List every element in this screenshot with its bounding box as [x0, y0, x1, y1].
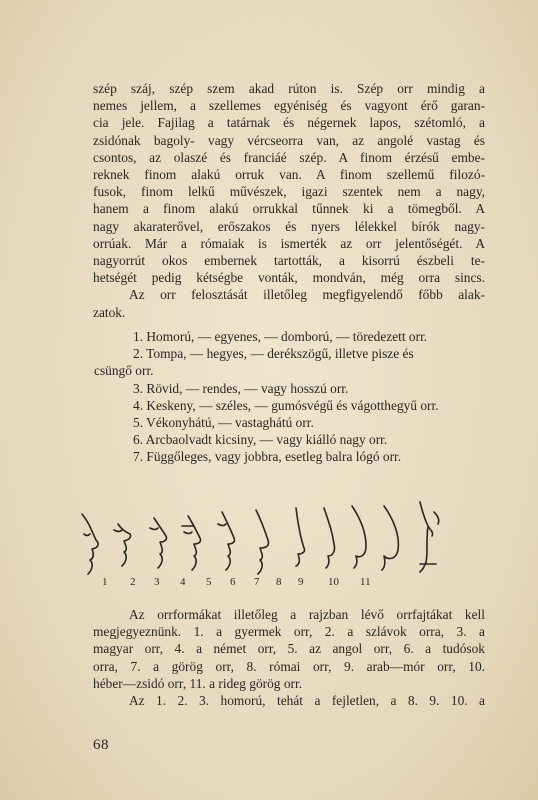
text-line: Az orr felosztását illetőleg megfigyelendő főbb alak-: [129, 287, 485, 303]
text-line: megjegyeznünk. 1. a gyermek orr, 2. a szlávok orra, 3. a: [93, 624, 485, 640]
figure-label: 3: [154, 576, 160, 588]
text-line: zsidónak bagoly- vagy vércseorra van, az angolé vastag és: [93, 132, 485, 148]
nose-profile-drawing: [182, 516, 201, 570]
nose-profile-drawing: [82, 514, 98, 574]
text-line: héber—zsidó orr, 11. a rideg görög orr.: [93, 675, 303, 691]
text-line: orra, 7. a görög orr, 8. római orr, 9. arab—mór orr, 10.: [93, 658, 485, 674]
text-line: zatok.: [93, 304, 126, 320]
list-item: 4. Keskeny, — széles, — gumósvégű és vágotthegyű orr.: [133, 397, 439, 413]
body-text-bottom: [93, 606, 485, 709]
text-line: hetségét pedig kétségbe vonták, mondván, még orra sincs.: [93, 270, 485, 286]
nose-profile-drawing: [256, 510, 269, 574]
nose-profile-drawing: [352, 506, 366, 568]
body-text-top: [93, 80, 485, 321]
text-line: Az orrformákat illetőleg a rajzban lévő orrfajtákat kell: [129, 607, 485, 622]
figure-label: 4: [180, 576, 186, 588]
figure-label: 11: [360, 576, 371, 588]
list-item: 5. Vékonyhátú, — vastaghátú orr.: [133, 415, 314, 431]
nose-profile-drawing: [382, 506, 398, 570]
nose-profile-drawing: [420, 502, 439, 572]
figure-label: 5: [206, 576, 212, 588]
text-line: cia jele. Fajilag a tatárnak és négernek lapos, szétomló, a: [93, 115, 485, 131]
list-item: 2. Tompa, — hegyes, — derékszögű, illetve pisze és: [133, 346, 414, 362]
page-number: 68: [93, 737, 109, 753]
text-line: nagy akaraterővel, erőszakos és nyers lélekkel bírók nagy-: [93, 218, 485, 234]
nose-profile-drawing: [218, 512, 235, 570]
nose-profile-drawing: [296, 508, 305, 566]
list-item: 7. Függőleges, vagy jobbra, esetleg balra lógó orr.: [133, 449, 402, 465]
figure-label: 6: [230, 576, 236, 588]
text-line: reknek finom alakú orruk van. A finom szellemű filozó-: [93, 167, 485, 183]
list-item-continuation: csüngő orr.: [94, 363, 154, 379]
figure-label: 1: [102, 576, 108, 588]
figure-label: 2: [130, 576, 136, 588]
nose-shape-list: [94, 328, 485, 466]
nose-profiles-illustration: [70, 494, 520, 589]
text-line: orrúak. Már a rómaiak is ismerték az orr jelentőségét. A: [93, 235, 485, 251]
text-line: nemes jellem, a szellemes egyéniség és vagyont érő garan-: [93, 98, 485, 114]
text-line: szép száj, szép szem akad rúton is. Szép orr mindig a: [93, 81, 485, 96]
nose-profile-drawing: [114, 524, 131, 566]
list-item: 6. Arcbaolvadt kicsiny, — vagy kiálló nagy orr.: [133, 432, 388, 448]
text-line: fusok, finom lelkű művészek, igazi szentek nem a nagy,: [93, 184, 485, 200]
text-line: magyar orr, 4. a német orr, 5. az angol orr, 6. a tudósok: [93, 641, 485, 657]
nose-profile-drawing: [324, 508, 335, 568]
text-line: nagyorrút okos embernek tartották, a kisorrú észbeli te-: [93, 253, 485, 269]
figure-label: 10: [328, 576, 339, 588]
figure-label: 7: [254, 576, 260, 588]
list-item: 3. Rövid, — rendes, — vagy hosszú orr.: [133, 380, 349, 396]
figure-label: 9: [298, 576, 304, 588]
text-line: Az 1. 2. 3. homorú, tehát a fejletlen, a 8. 9. 10. a: [129, 693, 485, 709]
list-item: 1. Homorú, — egyenes, — domború, — töredezett orr.: [133, 329, 428, 344]
figure-label: 8: [276, 576, 282, 588]
text-line: hanem a finom alakú orrukkal tűnnek ki a tömegből. A: [93, 201, 485, 217]
text-line: csontos, az olaszé és franciáé szép. A finom érzésű embe-: [93, 149, 485, 165]
nose-profile-drawing: [150, 518, 167, 568]
